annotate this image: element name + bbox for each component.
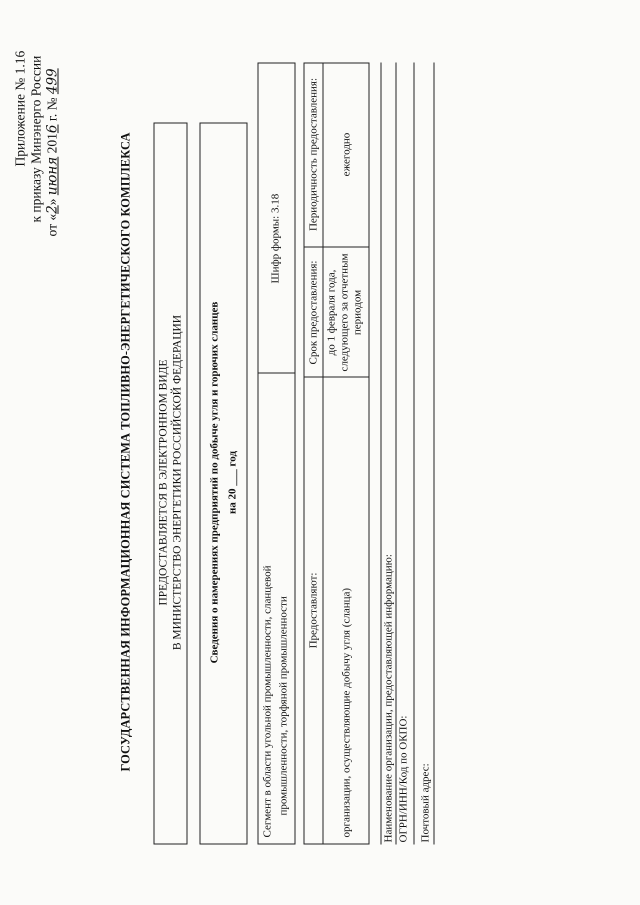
provided-line-2: В МИНИСТЕРСТВО ЭНЕРГЕТИКИ РОССИЙСКОЙ ФЕДЕРАЦИИ [171, 314, 184, 651]
postal-address-rule [434, 63, 435, 845]
date-year-prefix: 201 [44, 133, 60, 157]
order-reference: к приказу Минэнерго России [28, 55, 44, 223]
form-title-box [200, 123, 248, 845]
date-year-digit: 6 [44, 124, 61, 134]
form-title-line-2: на 20 ___ год [226, 450, 239, 515]
postal-address-label: Почтовый адрес: [419, 763, 432, 843]
submission-table [304, 63, 370, 845]
deadline-value-line-2: следующего за отчетным [338, 253, 351, 372]
periodicity-value: ежегодно [340, 132, 353, 177]
appendix-header [13, 17, 61, 237]
order-date-line [45, 17, 61, 237]
providers-value: организации, осуществляющие добычу угля (сланца) [340, 587, 353, 838]
date-day: 2 [44, 205, 61, 214]
segment-box [258, 63, 296, 845]
deadline-value-line-3: периодом [351, 289, 364, 336]
provided-line-1: ПРЕДОСТАВЛЯЕТСЯ В ЭЛЕКТРОННОМ ВИДЕ [157, 359, 170, 606]
date-month: июня [44, 156, 61, 196]
submission-header-rule [323, 64, 324, 844]
segment-divider [259, 373, 295, 374]
periodicity-header: Периодичность предоставления: [307, 77, 320, 232]
providers-header: Предоставляют: [307, 572, 320, 649]
org-name-rule [396, 63, 397, 845]
ogrn-rule [414, 63, 415, 845]
deadline-header: Срок предоставления: [307, 260, 320, 365]
form-title-line-1: Сведения о намерениях предприятий по добыче угля и горючих сланцев [208, 301, 221, 664]
system-title: ГОСУДАРСТВЕННАЯ ИНФОРМАЦИОННАЯ СИСТЕМА ТОПЛИВНО-ЭНЕРГЕТИЧЕСКОГО КОМПЛЕКСА [118, 132, 133, 772]
provided-electronically-box [154, 123, 188, 845]
rotated-form-sheet [1, 0, 640, 905]
org-info-top-rule [381, 63, 382, 845]
form-code: Шифр формы: 3.18 [269, 193, 282, 284]
appendix-number: Приложение № 1.16 [12, 50, 28, 167]
deadline-value-line-1: до 1 февраля года, [325, 269, 338, 356]
date-mid: » [44, 195, 60, 206]
ogrn-label: ОГРН/ИНН/Код по ОКПО: [397, 715, 410, 843]
segment-label-line-2: промышленности, торфяной промышленности [277, 596, 290, 816]
date-number-prefix: г. № [44, 94, 60, 125]
org-name-label: Наименование организации, предоставляющей информацию: [382, 554, 395, 843]
date-prefix: от « [44, 213, 60, 237]
segment-label-line-1: Сегмент в области угольной промышленности, сланцевой [261, 565, 274, 838]
order-number: 499 [44, 68, 61, 95]
